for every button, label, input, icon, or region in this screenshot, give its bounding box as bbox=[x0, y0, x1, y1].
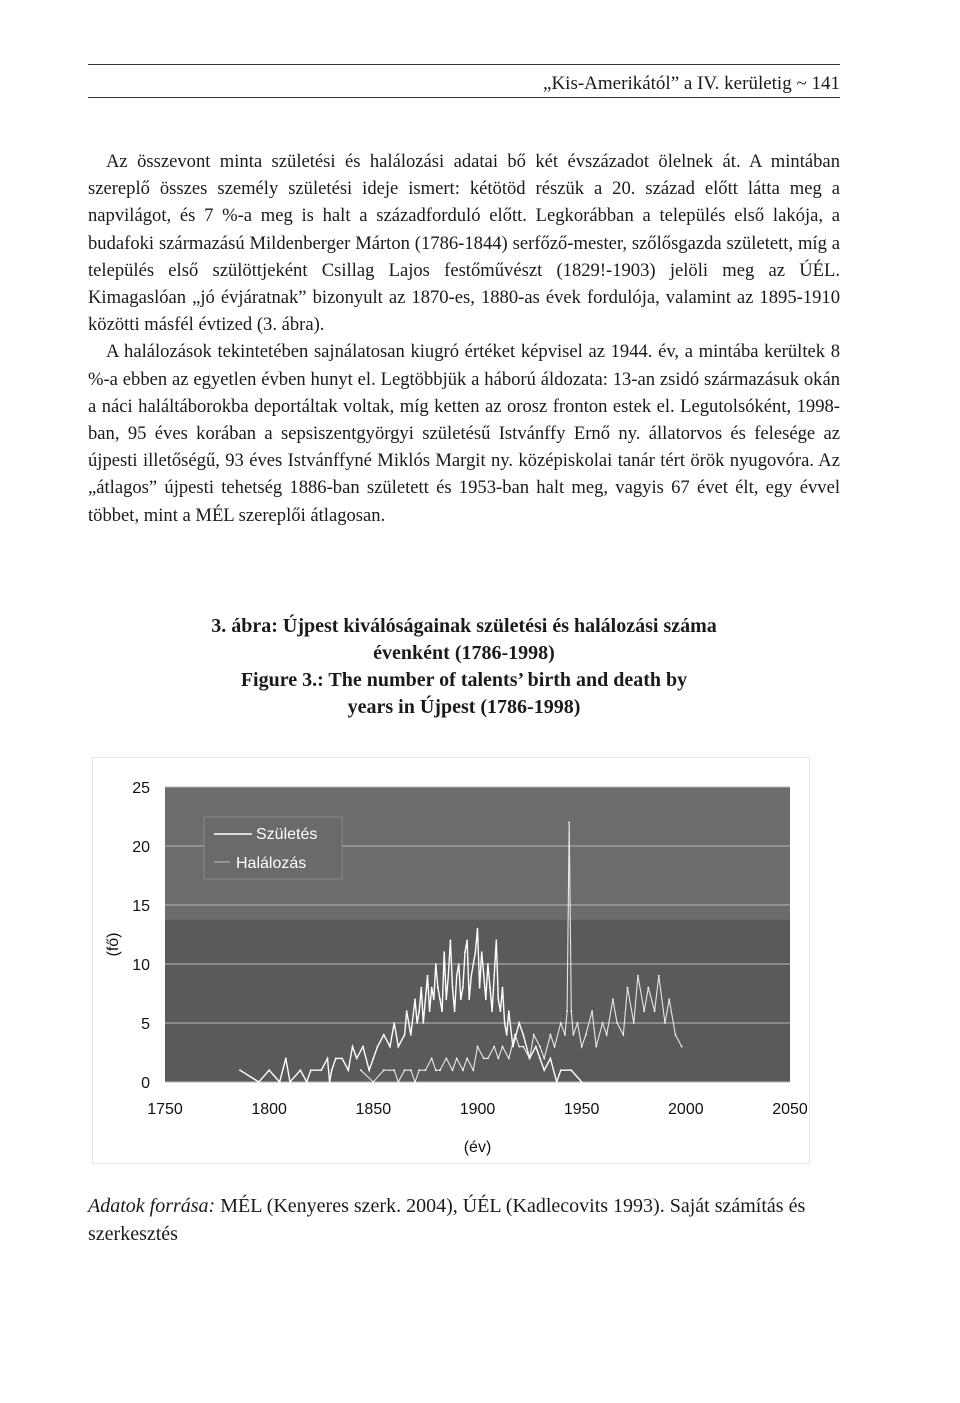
data-point bbox=[483, 975, 485, 977]
running-header bbox=[88, 64, 840, 98]
figure-3-chart bbox=[92, 757, 822, 1167]
data-point bbox=[372, 1081, 374, 1083]
data-point bbox=[420, 987, 422, 989]
data-point bbox=[502, 1046, 504, 1048]
caption-en-line2: years in Újpest (1786-1998) bbox=[347, 696, 581, 718]
data-point bbox=[452, 1069, 454, 1071]
data-point bbox=[372, 1058, 374, 1060]
data-point bbox=[643, 1010, 645, 1012]
data-point bbox=[404, 1069, 406, 1071]
data-point bbox=[539, 1046, 541, 1048]
data-point bbox=[627, 987, 629, 989]
data-point bbox=[431, 1058, 433, 1060]
data-point bbox=[404, 1034, 406, 1036]
data-point bbox=[543, 1069, 545, 1071]
data-point bbox=[543, 1058, 545, 1060]
source-text: MÉL (Kenyeres szerk. 2004), ÚÉL (Kadlecovits 1993). Saját számítás és szerkesztés bbox=[88, 1195, 806, 1245]
data-point bbox=[616, 1022, 618, 1024]
data-point bbox=[570, 1069, 572, 1071]
data-point bbox=[550, 1034, 552, 1036]
data-point bbox=[279, 1081, 281, 1083]
data-point bbox=[456, 975, 458, 977]
data-point bbox=[535, 1046, 537, 1048]
data-point bbox=[491, 1010, 493, 1012]
data-point bbox=[331, 1069, 333, 1071]
data-point bbox=[668, 999, 670, 1001]
data-point bbox=[427, 975, 429, 977]
data-point bbox=[504, 1022, 506, 1024]
x-axis-title: (év) bbox=[463, 1139, 492, 1156]
data-point bbox=[335, 1058, 337, 1060]
x-tick-label: 1850 bbox=[355, 1101, 392, 1118]
data-point bbox=[320, 1069, 322, 1071]
data-point bbox=[462, 987, 464, 989]
data-point bbox=[508, 1010, 510, 1012]
header-text bbox=[543, 73, 840, 95]
data-point bbox=[239, 1069, 241, 1071]
data-point bbox=[658, 975, 660, 977]
y-tick-label: 20 bbox=[132, 839, 150, 856]
caption-en-line1: Figure 3.: The number of talents’ birth and death by bbox=[240, 669, 688, 691]
data-point bbox=[595, 1046, 597, 1048]
caption-hu-line2: évenként (1786-1998) bbox=[373, 642, 555, 664]
y-tick-label: 10 bbox=[132, 957, 150, 974]
data-point bbox=[289, 1081, 291, 1083]
data-point bbox=[560, 1069, 562, 1071]
data-point bbox=[341, 1058, 343, 1060]
data-point bbox=[368, 1069, 370, 1071]
data-point bbox=[472, 1069, 474, 1071]
data-point bbox=[487, 1058, 489, 1060]
data-point bbox=[431, 987, 433, 989]
data-point bbox=[397, 1046, 399, 1048]
data-point bbox=[410, 1069, 412, 1071]
data-point bbox=[447, 975, 449, 977]
data-point bbox=[445, 1058, 447, 1060]
data-point bbox=[414, 1081, 416, 1083]
data-point bbox=[445, 999, 447, 1001]
data-point bbox=[383, 1069, 385, 1071]
data-point bbox=[464, 951, 466, 953]
data-point bbox=[377, 1046, 379, 1048]
source-label: Adatok forrása: bbox=[88, 1195, 216, 1217]
data-point bbox=[500, 1010, 502, 1012]
data-point bbox=[497, 999, 499, 1001]
data-point bbox=[533, 1034, 535, 1036]
data-point bbox=[425, 1069, 427, 1071]
data-point bbox=[327, 1058, 329, 1060]
data-point bbox=[466, 1058, 468, 1060]
data-point bbox=[564, 1034, 566, 1036]
source-note bbox=[88, 1192, 840, 1248]
data-point bbox=[439, 999, 441, 1001]
data-point bbox=[435, 1069, 437, 1071]
body-text bbox=[88, 148, 840, 529]
data-point bbox=[572, 1034, 574, 1036]
data-point bbox=[422, 1022, 424, 1024]
data-point bbox=[581, 1046, 583, 1048]
y-tick-label: 15 bbox=[132, 898, 150, 915]
y-axis-title: (fő) bbox=[105, 932, 122, 957]
page-number: 141 bbox=[811, 73, 840, 94]
data-point bbox=[470, 975, 472, 977]
data-point bbox=[441, 1010, 443, 1012]
x-tick-label: 1900 bbox=[459, 1101, 496, 1118]
data-point bbox=[493, 975, 495, 977]
data-point bbox=[362, 1046, 364, 1048]
data-point bbox=[556, 1081, 558, 1083]
y-tick-label: 25 bbox=[132, 780, 150, 797]
y-tick-label: 0 bbox=[141, 1075, 150, 1092]
data-point bbox=[585, 1034, 587, 1036]
data-point bbox=[472, 963, 474, 965]
data-point bbox=[664, 1022, 666, 1024]
data-point bbox=[602, 1022, 604, 1024]
data-point bbox=[489, 987, 491, 989]
data-point bbox=[539, 1058, 541, 1060]
data-point bbox=[487, 963, 489, 965]
data-point bbox=[591, 1010, 593, 1012]
paragraph-1: Az összevont minta születési és halálozási adatai bő két évszázadot ölelnek át. A mintában szereplő összes személy születési ideje ismert: kétötöd részük a 20. század előtt látta meg a napvilágot, és 7 %-a meg is halt a századforduló előtt. Legkorábban a település első lakója, a budafoki származású Mildenberger Márton (1786-1844) serfőző-mester, szőlősgazda született, míg a település első szülöttjeként Csillag Lajos festőművészt (1829!-1903) jelöli meg az ÚÉL. Kimagaslóan „jó évjáratnak” bizonyult az 1870-es, 1880-as évek fordulója, valamint az 1895-1910 közötti másfél évtized (3. ábra). bbox=[88, 151, 840, 336]
data-point bbox=[393, 1022, 395, 1024]
data-point bbox=[435, 963, 437, 965]
data-point bbox=[502, 987, 504, 989]
data-point bbox=[554, 1046, 556, 1048]
y-tick-label: 5 bbox=[141, 1016, 150, 1033]
data-point bbox=[285, 1058, 287, 1060]
data-point bbox=[612, 999, 614, 1001]
data-point bbox=[352, 1046, 354, 1048]
x-tick-label: 1750 bbox=[147, 1101, 183, 1118]
data-point bbox=[460, 999, 462, 1001]
data-point bbox=[462, 1069, 464, 1071]
data-point bbox=[606, 1034, 608, 1036]
data-point bbox=[300, 1069, 302, 1071]
data-point bbox=[383, 1034, 385, 1036]
running-title: „Kis-Amerikától” a IV. kerületig bbox=[543, 73, 792, 94]
figure-caption-hu bbox=[88, 613, 840, 667]
data-point bbox=[577, 1022, 579, 1024]
header-separator: ~ bbox=[796, 73, 807, 94]
x-tick-label: 1800 bbox=[251, 1101, 287, 1118]
data-point bbox=[566, 1010, 568, 1012]
data-point bbox=[481, 951, 483, 953]
data-point bbox=[518, 1046, 520, 1048]
x-tick-label: 2000 bbox=[668, 1101, 704, 1118]
data-point bbox=[681, 1046, 683, 1048]
data-point bbox=[654, 1010, 656, 1012]
data-point bbox=[477, 928, 479, 930]
data-point bbox=[485, 999, 487, 1001]
data-point bbox=[310, 1069, 312, 1071]
data-point bbox=[450, 940, 452, 942]
data-point bbox=[475, 951, 477, 953]
data-point bbox=[433, 999, 435, 1001]
data-point bbox=[329, 1081, 331, 1083]
data-point bbox=[518, 1022, 520, 1024]
data-point bbox=[633, 1022, 635, 1024]
data-point bbox=[514, 1034, 516, 1036]
data-point bbox=[418, 1010, 420, 1012]
data-point bbox=[410, 1034, 412, 1036]
data-point bbox=[356, 1058, 358, 1060]
data-point bbox=[506, 1034, 508, 1036]
legend-label-halalozas: Halálozás bbox=[236, 855, 307, 872]
caption-hu-line1: 3. ábra: Újpest kiválóságainak születési és halálozási száma bbox=[211, 615, 717, 637]
data-point bbox=[268, 1069, 270, 1071]
data-point bbox=[393, 1069, 395, 1071]
data-point bbox=[522, 1046, 524, 1048]
data-point bbox=[495, 940, 497, 942]
data-point bbox=[675, 1034, 677, 1036]
data-point bbox=[581, 1081, 583, 1083]
data-point bbox=[437, 987, 439, 989]
data-point bbox=[622, 1034, 624, 1036]
data-point bbox=[637, 975, 639, 977]
data-point bbox=[429, 1010, 431, 1012]
data-point bbox=[570, 1010, 572, 1012]
data-point bbox=[452, 987, 454, 989]
data-point bbox=[479, 987, 481, 989]
data-point bbox=[425, 999, 427, 1001]
x-tick-label: 2050 bbox=[772, 1101, 808, 1118]
data-point bbox=[416, 1022, 418, 1024]
x-tick-label: 1950 bbox=[563, 1101, 600, 1118]
paragraph-2: A halálozások tekintetében sajnálatosan kiugró értéket képvisel az 1944. év, a mintába kerültek 8 %-a ebben az egyetlen évben hunyt el. Legtöbbjük a háború áldozata: 13-an zsidó származásuk okán a náci haláltáborokba deportáltak voltak, míg ketten az orosz fronton estek el. Legutolsóként, 1998-ban, 95 éves korában a sepsiszentgyörgyi születésű Istvánffy Ernő ny. állatorvos és felesége az újpesti illetőségű, 93 éves Istvánffyné Miklós Margit ny. középiskolai tanár tért örök nyugovóra. Az „átlagos” újpesti tehetség 1886-ban született és 1953-ban halt meg, vagyis 67 évet élt, egy évvel többet, mint a MÉL szereplői átlagosan. bbox=[88, 341, 840, 526]
data-point bbox=[508, 1058, 510, 1060]
data-point bbox=[468, 999, 470, 1001]
data-point bbox=[550, 1058, 552, 1060]
data-point bbox=[647, 987, 649, 989]
data-point bbox=[477, 1046, 479, 1048]
data-point bbox=[493, 1046, 495, 1048]
data-point bbox=[397, 1081, 399, 1083]
data-point bbox=[306, 1081, 308, 1083]
data-point bbox=[360, 1069, 362, 1071]
data-point bbox=[568, 822, 570, 824]
data-point bbox=[529, 1058, 531, 1060]
data-point bbox=[458, 963, 460, 965]
legend-label-szuletes: Születés bbox=[256, 826, 318, 843]
data-point bbox=[522, 1034, 524, 1036]
data-point bbox=[497, 1058, 499, 1060]
data-point bbox=[454, 1010, 456, 1012]
data-point bbox=[466, 940, 468, 942]
data-point bbox=[389, 1046, 391, 1048]
data-point bbox=[483, 1058, 485, 1060]
data-point bbox=[456, 1058, 458, 1060]
figure-caption-en bbox=[88, 667, 840, 721]
data-point bbox=[443, 951, 445, 953]
data-point bbox=[406, 1010, 408, 1012]
data-point bbox=[414, 999, 416, 1001]
data-point bbox=[347, 1069, 349, 1071]
data-point bbox=[418, 1069, 420, 1071]
data-point bbox=[258, 1081, 260, 1083]
data-point bbox=[560, 1022, 562, 1024]
data-point bbox=[439, 1069, 441, 1071]
